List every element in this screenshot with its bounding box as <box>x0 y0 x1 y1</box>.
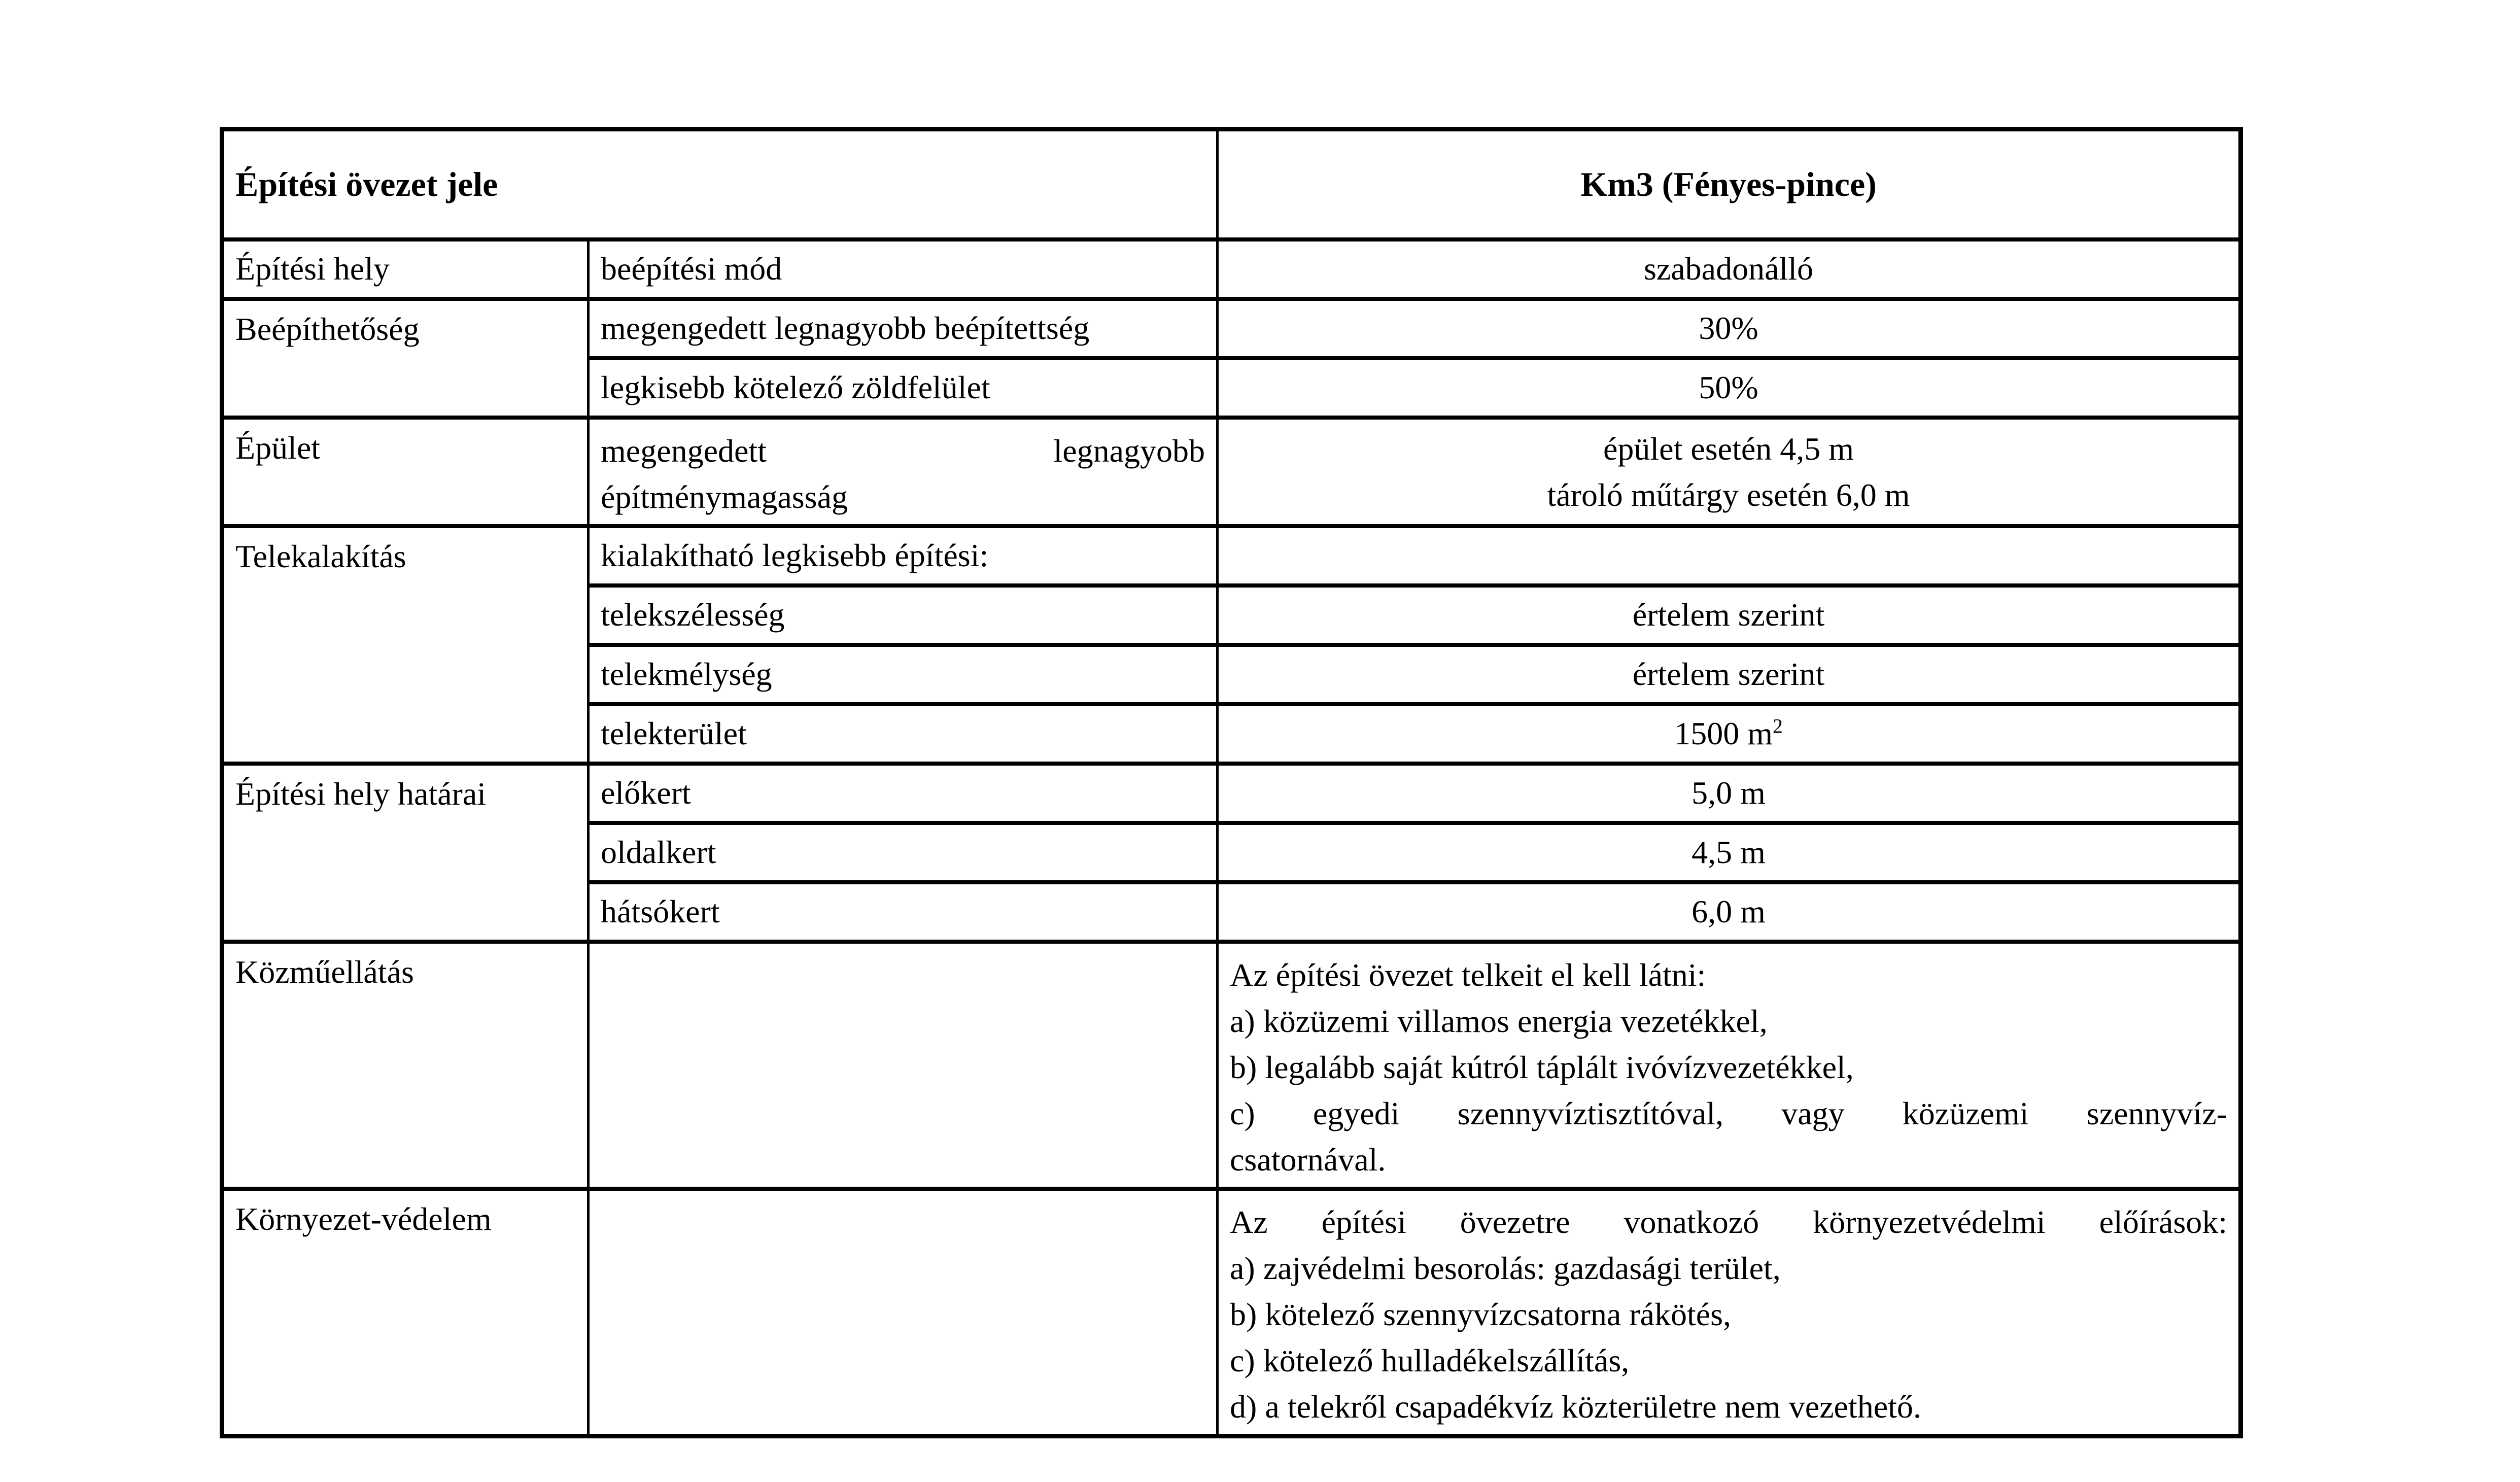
row-environment <box>222 1189 2241 1436</box>
value-kozmuellatas-text <box>1218 942 2241 1189</box>
row-max-coverage <box>222 299 2241 358</box>
value-min-zoldfelulet: 50% <box>1218 358 2241 418</box>
category-beepithetoseg: Beépíthetőség <box>222 299 589 418</box>
category-epitesi-hely: Építési hely <box>222 239 589 299</box>
value-epitmenymagassag <box>1218 418 2241 526</box>
value-hatsokert: 6,0 m <box>1218 882 2241 942</box>
param-telekmelyseg: telekmélység <box>589 645 1218 704</box>
environment-line: Az építési övezetre vonatkozó környezetvédelmi előírások: <box>1230 1203 2227 1240</box>
value-telekmelyseg: értelem szerint <box>1218 645 2241 704</box>
environment-line: c) kötelező hulladékelszállítás, <box>1230 1342 1630 1378</box>
value-telekszelesseg: értelem szerint <box>1218 585 2241 645</box>
param-min-zoldfelulet: legkisebb kötelező zöldfelület <box>589 358 1218 418</box>
category-epulet: Épület <box>222 418 589 526</box>
height-label-line1: megengedett legnagyobb <box>601 432 1205 469</box>
zone-code-cell: Km3 (Fényes-pince) <box>1218 129 2241 239</box>
row-front-garden <box>222 764 2241 823</box>
value-max-beepitettseg: 30% <box>1218 299 2241 358</box>
value-kialakithato-empty <box>1218 526 2241 585</box>
param-max-beepitettseg: megengedett legnagyobb beépítettség <box>589 299 1218 358</box>
param-hatsokert: hátsókert <box>589 882 1218 942</box>
utilities-line: csatornával. <box>1230 1141 1386 1178</box>
value-beepitesi-mod: szabadonálló <box>1218 239 2241 299</box>
category-kozmuellatas: Közműellátás <box>222 942 589 1189</box>
value-oldalkert: 4,5 m <box>1218 823 2241 882</box>
zone-designation-label-cell: Építési övezet jele <box>222 129 1218 239</box>
category-telekalakitas: Telekalakítás <box>222 526 589 764</box>
height-value-line2: tároló műtárgy esetén 6,0 m <box>1547 476 1910 513</box>
environment-line: b) kötelező szennyvízcsatorna rákötés, <box>1230 1296 1732 1332</box>
param-telekszelesseg: telekszélesség <box>589 585 1218 645</box>
param-epitmenymagassag <box>589 418 1218 526</box>
row-building-height <box>222 418 2241 526</box>
area-value-base: 1500 m <box>1674 715 1773 751</box>
value-telekterulet <box>1218 704 2241 764</box>
environment-line: a) zajvédelmi besorolás: gazdasági terület, <box>1230 1250 1781 1286</box>
param-elokert: előkert <box>589 764 1218 823</box>
value-kornyezet-text <box>1218 1189 2241 1436</box>
empty-param-kornyezet <box>589 1189 1218 1436</box>
utilities-line: a) közüzemi villamos energia vezetékkel, <box>1230 1003 1768 1039</box>
utilities-line: b) legalább saját kútról táplált ivóvízvezetékkel, <box>1230 1049 1854 1085</box>
utilities-line: Az építési övezet telkeit el kell látni: <box>1230 956 1706 993</box>
row-building-site <box>222 239 2241 299</box>
row-utilities <box>222 942 2241 1189</box>
height-value-line1: épület esetén 4,5 m <box>1603 430 1854 467</box>
param-kialakithato-intro: kialakítható legkisebb építési: <box>589 526 1218 585</box>
empty-param-kozmuellatas <box>589 942 1218 1189</box>
category-epitesi-hely-hatarai: Építési hely határai <box>222 764 589 942</box>
height-label-line2: építménymagasság <box>601 478 848 515</box>
param-oldalkert: oldalkert <box>589 823 1218 882</box>
category-kornyezet-vedelem: Környezet-védelem <box>222 1189 589 1436</box>
param-beepitesi-mod: beépítési mód <box>589 239 1218 299</box>
zoning-regulation-table <box>220 127 2243 1438</box>
row-plot-intro <box>222 526 2241 585</box>
header-row <box>222 129 2241 239</box>
utilities-line: c) egyedi szennyvíztisztítóval, vagy közüzemi szennyvíz- <box>1230 1095 2227 1131</box>
environment-line: d) a telekről csapadékvíz közterületre nem vezethető. <box>1230 1388 1921 1425</box>
param-telekterulet: telekterület <box>589 704 1218 764</box>
area-value-superscript: 2 <box>1772 715 1783 738</box>
value-elokert: 5,0 m <box>1218 764 2241 823</box>
